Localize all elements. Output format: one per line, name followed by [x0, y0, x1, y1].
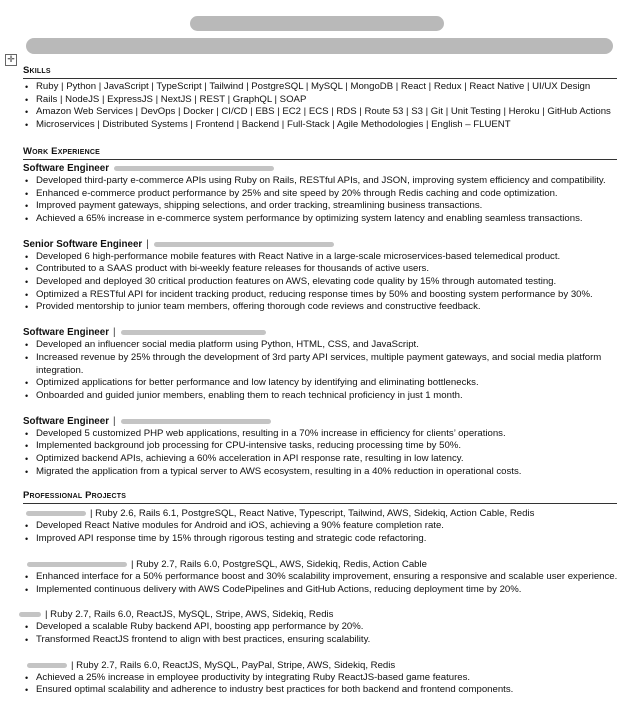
role-bullets	[23, 428, 617, 479]
resume-body	[23, 64, 617, 697]
list-item: • Migrated the application from a typical server to AWS ecosystem, resulting in a 40% reduction in operational costs.	[23, 466, 617, 479]
project-stack-row	[23, 507, 617, 520]
project-stack-row	[23, 659, 617, 672]
project-entry	[23, 659, 617, 697]
redacted-company	[154, 242, 334, 247]
role-title-row	[23, 415, 617, 428]
projects-heading: Professional Projects	[23, 489, 617, 504]
role-title: Software Engineer	[23, 162, 110, 174]
list-item: • Improved API response time by 15% through rigorous testing and strategic code refactoring.	[23, 533, 617, 546]
list-item: • Developed a scalable Ruby backend API, boosting app performance by 20%.	[23, 621, 617, 634]
redacted-name	[190, 16, 444, 31]
redacted-company	[121, 419, 271, 424]
list-item: • Developed 6 high-performance mobile features with React Native in a large-scale microservices-based telemedical product.	[23, 251, 617, 264]
list-item: • Achieved a 65% increase in e-commerce system performance by optimizing system latency and enabling seamless transactions.	[23, 213, 617, 226]
project-entry	[23, 507, 617, 545]
project-bullets	[23, 520, 617, 545]
role-entry	[23, 415, 617, 479]
project-stack: | Ruby 2.7, Rails 6.0, ReactJS, MySQL, PayPal, Stripe, AWS, Sidekiq, Redis	[71, 659, 396, 671]
separator: |	[113, 327, 116, 339]
list-item: • Developed and deployed 30 critical production features on AWS, elevating code quality by 15% through automated testing.	[23, 276, 617, 289]
redacted-project-name	[27, 663, 67, 668]
skills-heading: Skills	[23, 64, 617, 79]
redacted-contact-info	[26, 38, 613, 54]
role-title: Senior Software Engineer	[23, 238, 143, 250]
project-entry	[23, 558, 617, 596]
project-bullets	[23, 621, 617, 646]
project-stack: | Ruby 2.7, Rails 6.0, ReactJS, MySQL, Stripe, AWS, Sidekiq, Redis	[45, 609, 334, 621]
role-entry	[23, 238, 617, 315]
list-item: • Microservices | Distributed Systems | Frontend | Backend | Full-Stack | Agile Methodologies | English – FLUENT	[23, 119, 617, 132]
role-title-row	[23, 238, 617, 251]
list-item: • Ruby | Python | JavaScript | TypeScript | Tailwind | PostgreSQL | MySQL | MongoDB | React | Redux | React Native | UI/UX Design	[23, 81, 617, 94]
list-item: • Developed third-party e-commerce APIs using Ruby on Rails, RESTful APIs, and JSON, improving system efficiency and compatibility.	[23, 175, 617, 188]
role-entry	[23, 162, 617, 226]
list-item: • Rails | NodeJS | ExpressJS | NextJS | REST | GraphQL | SOAP	[23, 94, 617, 107]
role-title-row	[23, 326, 617, 339]
list-item: • Developed React Native modules for Android and iOS, achieving a 90% feature completion rate.	[23, 520, 617, 533]
project-stack: | Ruby 2.7, Rails 6.0, PostgreSQL, AWS, Sidekiq, Redis, Action Cable	[131, 558, 427, 570]
redacted-project-name	[19, 612, 41, 617]
list-item: • Optimized applications for better performance and low latency by identifying and eliminating bottlenecks.	[23, 377, 617, 390]
role-entry	[23, 326, 617, 403]
list-item: • Onboarded and guided junior members, enabling them to reach technical proficiency in just 1 month.	[23, 390, 617, 403]
list-item: • Improved payment gateways, shipping selections, and order tracking, streamlining business transactions.	[23, 200, 617, 213]
list-item: • Developed 5 customized PHP web applications, resulting in a 70% increase in efficiency for clients’ operations.	[23, 428, 617, 441]
list-item: • Implemented background job processing for CPU-intensive tasks, reducing processing time by 50%.	[23, 440, 617, 453]
role-bullets	[23, 175, 617, 226]
redacted-company	[121, 330, 266, 335]
separator: |	[146, 238, 149, 250]
role-title-row	[23, 162, 617, 175]
project-stack: | Ruby 2.6, Rails 6.1, PostgreSQL, React Native, Typescript, Tailwind, AWS, Sidekiq, Action Cable, Redis	[90, 508, 535, 520]
role-bullets	[23, 251, 617, 315]
redacted-project-name	[26, 511, 86, 516]
list-item: • Amazon Web Services | DevOps | Docker | CI/CD | EBS | EC2 | ECS | RDS | Route 53 | S3 | Git | Unit Testing | Heroku | GitHub Actions	[23, 106, 617, 119]
redacted-project-name	[27, 562, 127, 567]
list-item: • Enhanced e-commerce product performance by 25% and site speed by 20% through Redis caching and code optimization.	[23, 188, 617, 201]
role-title: Software Engineer	[23, 327, 110, 339]
project-stack-row	[23, 558, 617, 571]
list-item: • Transformed ReactJS frontend to align with best practices, ensuring scalability.	[23, 634, 617, 647]
list-item: • Optimized backend APIs, achieving a 60% acceleration in API response rate, resulting in low latency.	[23, 453, 617, 466]
list-item: • Provided mentorship to junior team members, offering thorough code reviews and constructive feedback.	[23, 301, 617, 314]
skills-list	[23, 81, 617, 132]
project-bullets	[23, 571, 617, 596]
role-title: Software Engineer	[23, 415, 110, 427]
list-item: • Developed an influencer social media platform using Python, HTML, CSS, and JavaScript.	[23, 339, 617, 352]
list-item: • Ensured optimal scalability and adherence to industry best practices for both backend and frontend components.	[23, 684, 617, 697]
list-item: • Optimized a RESTful API for incident tracking product, reducing response times by 50% and boosting system performance by 30%.	[23, 289, 617, 302]
separator: |	[113, 415, 116, 427]
project-entry	[23, 608, 617, 646]
table-move-handle-icon[interactable]: ✛	[5, 54, 17, 66]
redacted-company	[114, 166, 274, 171]
list-item: • Increased revenue by 25% through the development of 3rd party API services, multiple payment gateways, and social media platform integration.	[23, 352, 617, 377]
experience-heading: Work Experience	[23, 145, 617, 160]
role-bullets	[23, 339, 617, 403]
list-item: • Implemented continuous delivery with AWS CodePipelines and GitHub Actions, reducing deployment time by 20%.	[23, 584, 617, 597]
list-item: • Enhanced interface for a 50% performance boost and 30% scalability improvement, ensuring a responsive and scalable user experience.	[23, 571, 617, 584]
project-bullets	[23, 672, 617, 697]
list-item: • Achieved a 25% increase in employee productivity by integrating Ruby ReactJS-based game features.	[23, 672, 617, 685]
project-stack-row	[23, 608, 617, 621]
list-item: • Contributed to a SAAS product with bi-weekly feature releases for thousands of active users.	[23, 263, 617, 276]
